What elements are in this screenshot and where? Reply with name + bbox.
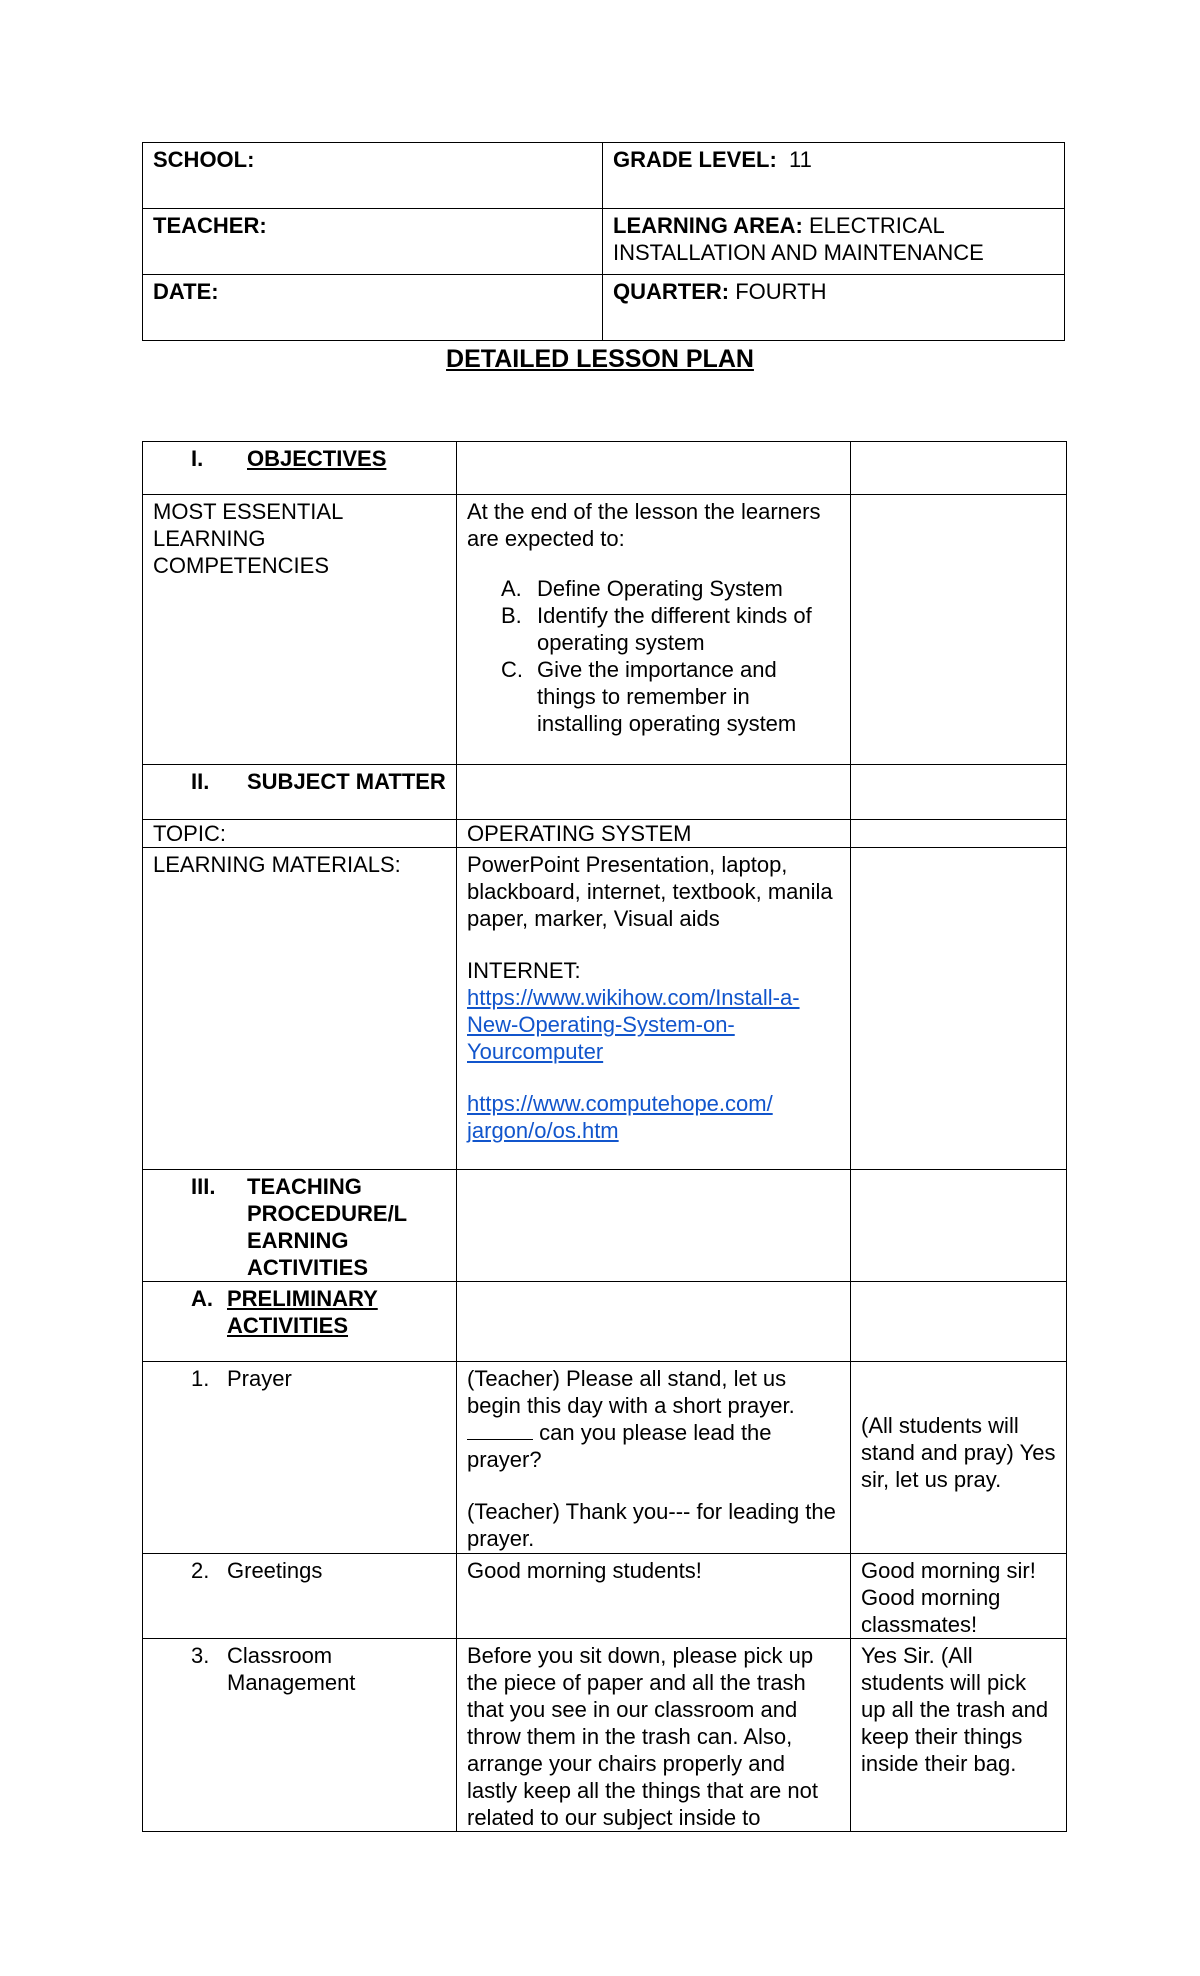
prayer-teacher-line-1: (Teacher) Please all stand, let us begin this day with a short prayer. [467, 1366, 795, 1418]
header-table [142, 142, 1065, 341]
objectives-num: I. [191, 446, 204, 471]
objective-item: C. Give the importance and things to remember in installing operating system [501, 657, 797, 736]
topic-value-cell [457, 820, 851, 848]
greetings-students: Good morning sir! Good morning classmates! [861, 1558, 1036, 1637]
prayer-teacher-line-2: can you please lead the prayer? [467, 1420, 772, 1472]
date-label: DATE: [153, 279, 219, 304]
quarter-value: FOURTH [735, 279, 827, 304]
greetings-teacher-cell [457, 1554, 851, 1639]
greetings-label-cell: 2. Greetings [143, 1554, 457, 1639]
area-cell [603, 209, 1065, 275]
management-label: Classroom Management [227, 1643, 356, 1695]
preliminary-heading-cell [143, 1282, 457, 1362]
internet-label: INTERNET: [467, 958, 581, 983]
grade-label: GRADE LEVEL: [613, 147, 777, 172]
prayer-label: Prayer [227, 1366, 292, 1391]
preliminary-num: A. [191, 1286, 213, 1311]
greetings-teacher: Good morning students! [467, 1558, 702, 1583]
management-teacher-cell [457, 1639, 851, 1832]
management-teacher: Before you sit down, please pick up the piece of paper and all the trash that you see in our classroom and throw them in the trash can. Also, arrange your chairs properly and lastly keep all the things that are not related to our subject inside to [467, 1643, 818, 1830]
objectives-heading: OBJECTIVES [247, 446, 387, 471]
teacher-cell [143, 209, 603, 275]
prayer-teacher-line-3: (Teacher) Thank you--- for leading the prayer. [467, 1499, 836, 1551]
name-blank [467, 1419, 533, 1440]
lesson-plan-table [142, 441, 1067, 1832]
page-title: DETAILED LESSON PLAN [446, 345, 754, 373]
quarter-label: QUARTER: [613, 279, 730, 304]
grade-cell [603, 143, 1065, 209]
objective-item: B. Identify the different kinds of operating system [501, 603, 812, 655]
management-students-cell [851, 1639, 1067, 1832]
prayer-label-cell: 1. Prayer [143, 1362, 457, 1554]
objectives-intro: At the end of the lesson the learners are expected to: [467, 499, 821, 551]
management-students: Yes Sir. (All students will pick up all the trash and keep their things inside their bag. [861, 1643, 1049, 1776]
materials-label-cell [143, 848, 457, 1170]
subject-matter-heading-cell [143, 765, 457, 820]
procedure-heading: TEACHING PROCEDURE/L EARNING ACTIVITIES [247, 1174, 408, 1280]
topic-label: TOPIC: [153, 821, 226, 846]
objective-item: A. Define Operating System [501, 576, 783, 601]
management-label-cell: 3. Classroom Management [143, 1639, 457, 1832]
area-label: LEARNING AREA: [613, 213, 803, 238]
teacher-label: TEACHER: [153, 213, 267, 238]
procedure-num: III. [191, 1174, 216, 1199]
prayer-students-cell [851, 1362, 1067, 1554]
melc-label-cell [143, 495, 457, 765]
greetings-students-cell [851, 1554, 1067, 1639]
grade-value: 11 [789, 147, 812, 172]
subject-matter-heading: SUBJECT MATTER [247, 769, 446, 794]
topic-value: OPERATING SYSTEM [467, 821, 692, 846]
objectives-content-cell [457, 495, 851, 765]
prayer-students: (All students will stand and pray) Yes sir, let us pray. [861, 1413, 1056, 1492]
procedure-heading-cell [143, 1170, 457, 1282]
prayer-teacher-cell [457, 1362, 851, 1554]
computehope-link[interactable]: https://www.computehope.com/ jargon/o/os.htm [467, 1091, 773, 1143]
school-cell [143, 143, 603, 209]
area-value: ELECTRICAL INSTALLATION AND MAINTENANCE [613, 213, 984, 265]
materials-label: LEARNING MATERIALS: [153, 852, 401, 877]
quarter-cell [603, 275, 1065, 341]
topic-label-cell [143, 820, 457, 848]
preliminary-heading: PRELIMINARY ACTIVITIES [227, 1286, 378, 1338]
materials-value: PowerPoint Presentation, laptop, blackboard, internet, textbook, manila paper, marker, Visual aids [467, 852, 833, 931]
subject-matter-num: II. [191, 769, 210, 794]
wikihow-link[interactable]: https://www.wikihow.com/Install-a- New-Operating-System-on- Yourcomputer [467, 985, 800, 1064]
date-cell [143, 275, 603, 341]
melc-label: MOST ESSENTIAL LEARNING COMPETENCIES [153, 499, 343, 578]
materials-content-cell [457, 848, 851, 1170]
objectives-list [467, 575, 840, 737]
objectives-heading-cell [143, 442, 457, 495]
greetings-label: Greetings [227, 1558, 323, 1583]
school-label: SCHOOL: [153, 147, 255, 172]
